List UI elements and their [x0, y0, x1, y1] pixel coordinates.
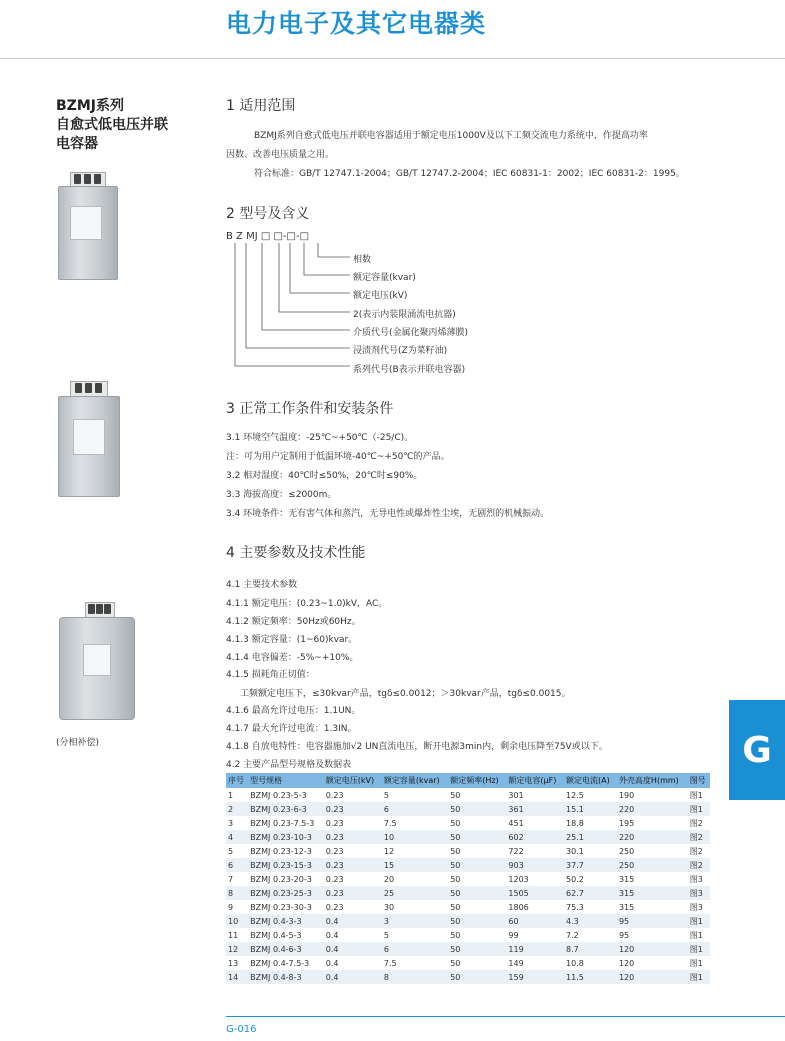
table-cell: 0.4: [324, 970, 382, 984]
table-cell: 37.7: [564, 858, 617, 872]
table-cell: 1806: [508, 902, 529, 912]
table-cell: 50: [450, 902, 461, 912]
table-row: [226, 844, 710, 858]
table-cell: 图1: [688, 970, 710, 984]
section-4-line-2: 4.1.1 额定电压：(0.23~1.0)kV，AC。: [226, 599, 388, 609]
table-cell: 图3: [689, 874, 703, 884]
table-cell: 6: [382, 802, 448, 816]
section-4-line-8: 4.1.6 最高允许过电压：1.1UN。: [226, 706, 361, 716]
table-cell: 30.1: [566, 846, 584, 856]
table-cell: 60: [506, 914, 564, 928]
table-cell: 50: [450, 790, 461, 800]
table-cell: 15.1: [564, 802, 617, 816]
table-cell: 14: [226, 970, 248, 984]
table-cell: 18.8: [566, 818, 584, 828]
table-row: [226, 816, 710, 830]
table-cell: 7.5: [383, 958, 397, 968]
table-cell: 图3: [688, 886, 710, 900]
table-cell: 0.23: [324, 802, 382, 816]
table-cell: 10: [382, 830, 448, 844]
table-cell: 50: [450, 818, 461, 828]
table-cell: BZMJ 0.23-7.5-3: [250, 818, 315, 828]
section-1-paragraph-2: 因数、改善电压质量之用。: [226, 150, 335, 160]
capacitor-image-1: [56, 172, 118, 280]
table-cell: 8: [226, 886, 248, 900]
table-cell: 301: [508, 790, 524, 800]
table-cell: 30: [383, 902, 395, 912]
table-cell: 图1: [689, 930, 703, 940]
table-cell: 95: [618, 930, 630, 940]
table-cell: BZMJ 0.4-5-3: [250, 930, 302, 940]
footer-divider: [226, 1016, 785, 1017]
table-cell: 图2: [688, 830, 710, 844]
code-label-voltage: 额定电压(kV): [353, 291, 408, 301]
table-cell: 12: [226, 942, 248, 956]
table-cell: BZMJ 0.23-15-3: [248, 858, 324, 872]
table-cell: 250: [617, 858, 688, 872]
code-label-dielectric: 介质代号(金属化聚丙烯薄膜): [353, 328, 469, 338]
table-cell: BZMJ 0.23-30-3: [250, 902, 312, 912]
table-cell: 20: [383, 874, 395, 884]
table-row: [226, 970, 710, 984]
section-4-line-6: 4.1.5 损耗角正切值：: [226, 670, 315, 680]
table-cell: 图3: [689, 902, 703, 912]
table-cell: 62.7: [564, 886, 617, 900]
table-cell: 602: [506, 830, 564, 844]
section-4-line-4: 4.1.3 额定容量：(1~60)kvar。: [226, 635, 358, 645]
table-cell: BZMJ 0.23-5-3: [250, 790, 307, 800]
table-cell: 0.4: [325, 930, 339, 940]
table-cell: 50: [450, 958, 461, 968]
table-cell: 1203: [508, 874, 529, 884]
table-cell: 120: [617, 942, 688, 956]
table-cell: 图2: [689, 846, 703, 856]
table-header: 额定容量(kvar): [382, 773, 448, 788]
table-cell: 149: [508, 958, 524, 968]
section-3-line-4: 3.3 海拔高度：≤2000m。: [226, 490, 337, 500]
table-header-row: [226, 773, 710, 788]
table-cell: 图2: [688, 858, 710, 872]
table-cell: 图1: [688, 942, 710, 956]
model-code-diagram: [226, 243, 356, 375]
table-cell: BZMJ 0.4-3-3: [248, 914, 324, 928]
section-4-line-9: 4.1.7 最大允许过电流：1.3IN。: [226, 724, 357, 734]
product-name-line-3: 电容器: [56, 136, 98, 152]
table-header: 序号: [226, 773, 248, 788]
table-header: 额定频率(Hz): [448, 773, 506, 788]
table-cell: 99: [508, 930, 519, 940]
table-cell: 3: [228, 818, 234, 828]
table-cell: 图1: [688, 914, 710, 928]
table-cell: 5: [383, 790, 389, 800]
section-3-line-3: 3.2 相对湿度：40℃时≤50%，20℃时≤90%。: [226, 471, 423, 481]
table-cell: 7.2: [566, 930, 579, 940]
header-divider: [0, 58, 785, 59]
table-header: 外壳高度H(mm): [617, 773, 688, 788]
table-cell: 50: [450, 930, 461, 940]
section-2-heading: 2 型号及含义: [226, 206, 310, 222]
compensation-caption: (分相补偿): [56, 738, 100, 748]
table-cell: BZMJ 0.23-20-3: [250, 874, 312, 884]
table-cell: 4: [226, 830, 248, 844]
table-cell: 119: [506, 942, 564, 956]
table-cell: 50: [448, 886, 506, 900]
table-cell: BZMJ 0.23-10-3: [248, 830, 324, 844]
table-cell: 195: [618, 818, 635, 828]
section-4-heading: 4 主要参数及技术性能: [226, 545, 366, 561]
table-cell: 0.23: [325, 902, 344, 912]
section-4-line-7: 工频额定电压下，≤30kvar产品，tgδ≤0.0012；＞30kvar产品，tgδ≤0.0015。: [240, 689, 571, 699]
capacitor-image-3: [55, 602, 135, 720]
table-cell: 190: [618, 790, 635, 800]
table-cell: 50: [450, 874, 461, 884]
table-cell: 75.3: [566, 902, 584, 912]
table-cell: 4.3: [564, 914, 617, 928]
page-number: G-016: [226, 1024, 257, 1035]
table-header: 图号: [688, 773, 710, 788]
table-cell: 0.23: [325, 874, 344, 884]
table-cell: 315: [618, 902, 635, 912]
table-cell: 25.1: [564, 830, 617, 844]
page-title: 电力电子及其它电器类: [226, 9, 487, 38]
table-cell: 0.4: [324, 942, 382, 956]
table-cell: 0.23: [325, 846, 344, 856]
table-cell: 0.23: [325, 790, 344, 800]
table-cell: 10.8: [566, 958, 584, 968]
table-row: [226, 872, 710, 886]
table-cell: 315: [618, 874, 635, 884]
table-cell: 50: [448, 858, 506, 872]
table-cell: 图1: [689, 790, 703, 800]
table-cell: 315: [617, 886, 688, 900]
table-cell: 图1: [689, 958, 703, 968]
section-1-standards: 符合标准：GB/T 12747.1-2004；GB/T 12747.2-2004；IEC 60831-1：2002；IEC 60831-2：1995。: [254, 169, 685, 179]
table-row: [226, 886, 710, 900]
section-4-line-3: 4.1.2 额定频率：50Hz或60Hz。: [226, 617, 361, 627]
table-header: 额定电容(μF): [506, 773, 564, 788]
section-4-line-5: 4.1.4 电容偏差：-5%~+10%。: [226, 653, 359, 663]
table-cell: 12: [383, 846, 395, 856]
table-cell: 95: [617, 914, 688, 928]
table-cell: 11.5: [564, 970, 617, 984]
table-cell: 3: [382, 914, 448, 928]
table-cell: 0.4: [324, 914, 382, 928]
code-label-phase: 相数: [353, 255, 372, 265]
section-3-line-1: 3.1 环境空气温度：-25℃~+50℃（-25/C)。: [226, 433, 414, 443]
table-cell: 2: [226, 802, 248, 816]
table-cell: 7.5: [383, 818, 397, 828]
table-row: [226, 956, 710, 970]
table-cell: 50: [448, 942, 506, 956]
table-cell: BZMJ 0.4-8-3: [248, 970, 324, 984]
table-cell: 50: [448, 970, 506, 984]
section-3-heading: 3 正常工作条件和安装条件: [226, 401, 394, 417]
table-cell: 7: [228, 874, 234, 884]
table-row: [226, 830, 710, 844]
code-label-reactor: 2(表示内装限涌流电抗器): [353, 310, 456, 320]
table-cell: 11: [228, 930, 239, 940]
section-3-line-2: 注：可为用户定制用于低温环境-40℃~+50℃的产品。: [226, 452, 450, 462]
table-cell: 12.5: [566, 790, 584, 800]
table-cell: 220: [617, 802, 688, 816]
section-3-line-5: 3.4 环境条件：无有害气体和蒸汽，无导电性或爆炸性尘埃，无剧烈的机械振动。: [226, 509, 550, 519]
table-cell: 0.23: [325, 818, 344, 828]
table-cell: 5: [228, 846, 234, 856]
table-cell: 0.4: [325, 958, 339, 968]
table-cell: 5: [383, 930, 389, 940]
table-cell: 8.7: [564, 942, 617, 956]
table-cell: 50: [448, 830, 506, 844]
section-tab-g: G: [729, 700, 785, 800]
table-cell: 8: [382, 970, 448, 984]
table-cell: 361: [506, 802, 564, 816]
table-cell: 15: [382, 858, 448, 872]
table-cell: 120: [618, 958, 635, 968]
table-cell: 250: [618, 846, 635, 856]
table-cell: 50.2: [566, 874, 584, 884]
table-cell: 图1: [688, 802, 710, 816]
product-name: [56, 97, 168, 154]
code-label-series: 系列代号(B表示并联电容器): [353, 365, 466, 375]
table-row: [226, 942, 710, 956]
table-cell: 220: [617, 830, 688, 844]
table-cell: 903: [506, 858, 564, 872]
table-row: [226, 914, 710, 928]
table-cell: 159: [506, 970, 564, 984]
product-name-line-1: BZMJ系列: [56, 98, 124, 114]
table-cell: 6: [226, 858, 248, 872]
table-header: 额定电压(kV): [324, 773, 382, 788]
table-row: [226, 802, 710, 816]
model-code: B Z MJ □ □-□-□: [226, 231, 310, 242]
table-cell: 1: [228, 790, 234, 800]
table-cell: 10: [226, 914, 248, 928]
table-cell: 722: [508, 846, 524, 856]
product-name-line-2: 自愈式低电压并联: [56, 117, 168, 133]
capacitor-image-2: [56, 381, 120, 497]
table-cell: BZMJ 0.4-7.5-3: [250, 958, 310, 968]
table-row: [226, 928, 710, 942]
table-cell: 25: [382, 886, 448, 900]
table-cell: 120: [617, 970, 688, 984]
table-cell: BZMJ 0.23-25-3: [248, 886, 324, 900]
table-cell: 0.23: [324, 858, 382, 872]
table-row: [226, 788, 710, 802]
code-label-capacity: 额定容量(kvar): [353, 273, 416, 283]
section-4-line-11: 4.2 主要产品型号规格及数据表: [226, 760, 352, 770]
table-cell: 图2: [689, 818, 703, 828]
table-cell: 1505: [506, 886, 564, 900]
table-header: 额定电流(A): [564, 773, 617, 788]
table-row: [226, 858, 710, 872]
table-cell: 50: [448, 802, 506, 816]
table-cell: BZMJ 0.23-12-3: [250, 846, 312, 856]
product-spec-table: [226, 773, 710, 984]
table-cell: 0.23: [324, 886, 382, 900]
table-cell: 9: [228, 902, 234, 912]
section-1-heading: 1 适用范围: [226, 98, 296, 114]
table-header: 型号规格: [248, 773, 324, 788]
table-cell: 50: [450, 846, 461, 856]
section-1-paragraph-1: BZMJ系列自愈式低电压并联电容器适用于额定电压1000V及以下工频交流电力系统中，作提高功率: [254, 131, 648, 141]
table-row: [226, 900, 710, 914]
table-cell: 6: [382, 942, 448, 956]
table-cell: 451: [508, 818, 524, 828]
table-cell: 13: [228, 958, 239, 968]
table-cell: 50: [448, 914, 506, 928]
table-cell: 0.23: [324, 830, 382, 844]
table-cell: BZMJ 0.23-6-3: [248, 802, 324, 816]
section-4-line-10: 4.1.8 自放电特性：电容器施加√2 UN直流电压，断开电源3min内，剩余电压降至75V或以下。: [226, 742, 608, 752]
section-4-line-1: 4.1 主要技术参数: [226, 580, 298, 590]
table-cell: BZMJ 0.4-6-3: [248, 942, 324, 956]
code-label-impregnant: 浸渍剂代号(Z为菜籽油): [353, 346, 448, 356]
